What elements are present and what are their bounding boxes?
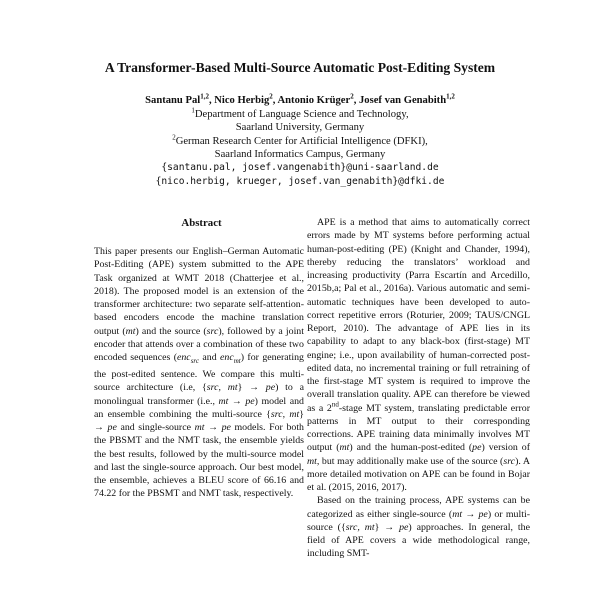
intro-paragraph-2: Based on the training process, APE systems can be categorized as either single-source (mt → pe) or multi-source ({src, mt} → pe) approaches. In general, the field of APE covers a wide methodological range, including SMT- [307, 495, 530, 560]
email-line-2: {nico.herbig, krueger, josef.van_genabith}@dfki.de [155, 176, 445, 187]
abstract-heading: Abstract [181, 217, 222, 229]
paper-title: A Transformer-Based Multi-Source Automatic Post-Editing System [104, 60, 496, 75]
author-list: Santanu Pal$^{1,2}$, Nico Herbig$^2$, Antonio Krüger$^2$, Josef van Genabith$^{1,2}$ [145, 92, 455, 106]
affiliation-2-line-2: Saarland Informatics Campus, Germany [214, 149, 386, 160]
affiliation-2-line-1: $^2$German Research Center for Artificial Intelligence (DFKI), [172, 133, 428, 147]
introduction-body [307, 216, 530, 561]
abstract-body [90, 245, 308, 501]
affiliation-1-line-2: Saarland University, Germany [235, 122, 365, 133]
affiliation-1-line-1: $^1$Department of Language Science and Technology, [191, 106, 409, 120]
email-line-1: {santanu.pal, josef.vangenabith}@uni-saarland.de [161, 162, 439, 173]
intro-paragraph-1: APE is a method that aims to automatically correct errors made by MT systems before performing actual human-post-editing (PE) (Knight and Chander, 1994), thereby reducing the translators’ workload and increasing productivity (Parra Escartín and Arcedillo, 2015b,a; Pal et al., 2016a). Various automatic and semi-automatic techniques have been developed to auto-correct repetitive errors (Roturier, 2009; TAUS/CNGL Report, 2010). The advantage of APE lies in its capability to adapt to any black-box (first-stage) MT engine; i.e., upon availability of human-corrected post-edited data, no incremental training or full retraining of the first-stage MT system is required to improve the overall translation quality. APE can therefore be viewed as a 2nd-stage MT system, translating predictable error patterns in MT output to their corresponding corrections. APE training data minimally involves MT output (mt) and the human-post-edited (pe) version of mt, but may additionally make use of the source (src). A more detailed motivation on APE can be found in Bojar et al. (2015, 2016, 2017). [307, 217, 531, 493]
abstract-paragraph: This paper presents our English–German Automatic Post-Editing (APE) system submitted to the APE Task organized at WMT 2018 (Chatterjee et al., 2018). The proposed model is an extension of the transformer architecture: two separate self-attention-based encoders encode the machine translation output (mt) and the source (src), followed by a joint encoder that attends over a combination of these two encoded sequences (enc$_{src}$ and enc$_{mt}$) for generating the post-edited sentence. We compare this multi-source architecture (i.e, {src, mt} → pe) to a monolingual transformer (i.e., mt → pe) model and an ensemble combining the multi-source {src, mt} → pe and single-source mt → pe models. For both the PBSMT and the NMT task, the ensemble yields the best results, followed by the multi-source model and last the single-source approach. Our best model, the ensemble, achieves a BLEU score of 66.16 and 74.22 for the PBSMT and NMT task, respectively. [94, 246, 305, 500]
